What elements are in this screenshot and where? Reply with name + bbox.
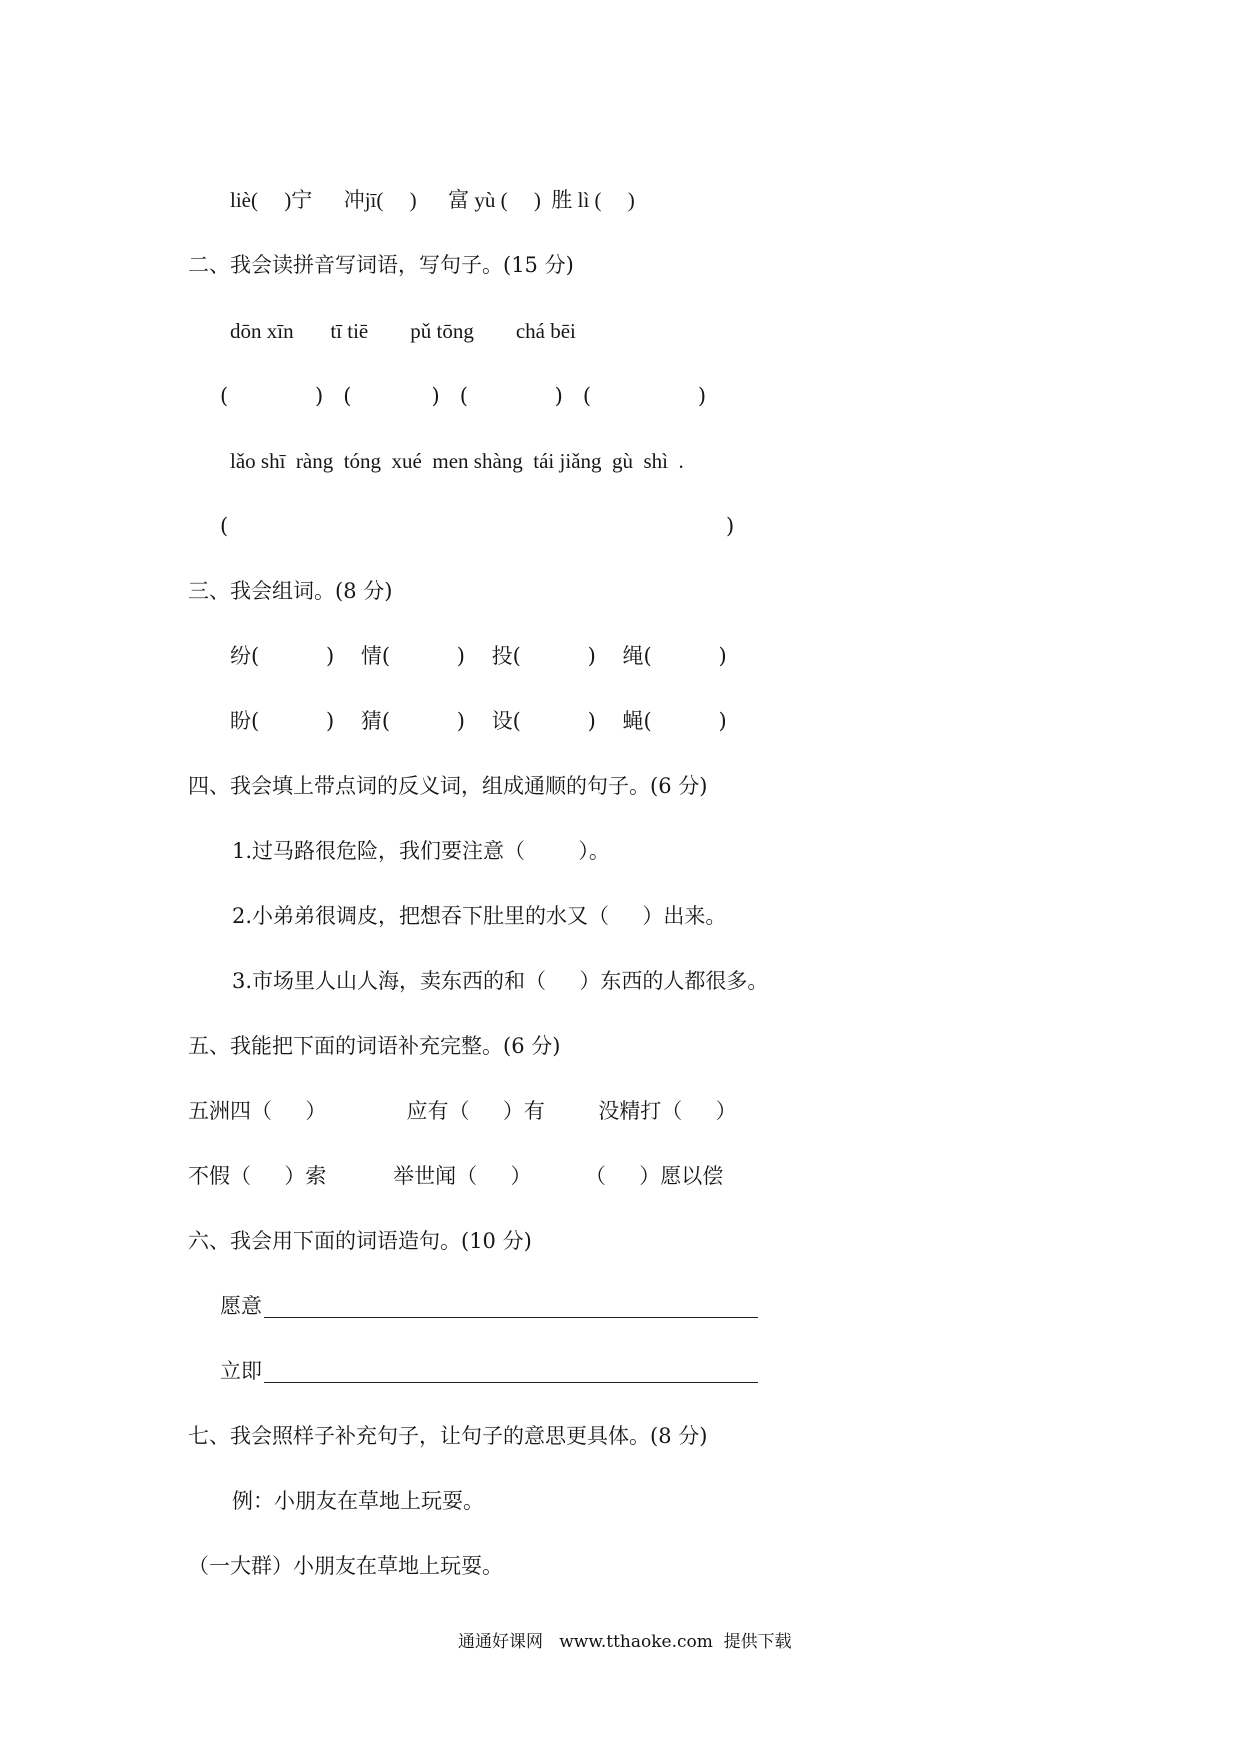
q1-pinyin-row: liè( )宁 冲jī( ) 富 yù ( ) 胜 lì ( ) [230, 188, 635, 212]
q6-answer-line-2 [264, 1382, 758, 1383]
section-3-heading: 三、我会组词。(8 分) [188, 579, 393, 603]
page-footer: 通通好课网 www.tthaoke.com 提供下载 [458, 1632, 792, 1652]
q5-row-2: 不假（ ）索 举世闻（ ） （ ）愿以偿 [188, 1164, 724, 1188]
section-6-heading: 六、我会用下面的词语造句。(10 分) [188, 1229, 532, 1253]
q5-row-1: 五洲四（ ） 应有（ ）有 没精打（ ） [188, 1099, 737, 1123]
q3-row-2: 盼( ) 猜( ) 设( ) 蝇( ) [230, 709, 727, 733]
q6-word-2: 立即 [220, 1359, 262, 1383]
q3-row-1: 纷( ) 情( ) 投( ) 绳( ) [230, 644, 727, 668]
q7-example: 例：小朋友在草地上玩耍。 [232, 1489, 484, 1513]
section-4-heading: 四、我会填上带点词的反义词，组成通顺的句子。(6 分) [188, 774, 708, 798]
section-2-heading: 二、我会读拼音写词语，写句子。(15 分) [188, 253, 574, 277]
q4-item-2: 2.小弟弟很调皮，把想吞下肚里的水又（ ）出来。 [232, 904, 727, 928]
q7-example-expanded: （一大群）小朋友在草地上玩耍。 [188, 1554, 503, 1578]
q4-item-1: 1.过马路很危险，我们要注意（ ）。 [232, 839, 610, 863]
q4-item-3: 3.市场里人山人海，卖东西的和（ ）东西的人都很多。 [232, 969, 769, 993]
q2-sentence-bracket-open: ( [220, 514, 229, 538]
q2-pinyin-sentence: lǎo shī ràng tóng xué men shàng tái jiǎng gù shì . [230, 449, 684, 473]
q2-sentence-bracket-close: ) [726, 514, 735, 538]
q6-word-1: 愿意 [220, 1294, 262, 1318]
q2-pinyin-words: dōn xīn tī tiē pǔ tōng chá bēi [230, 319, 576, 343]
section-7-heading: 七、我会照样子补充句子，让句子的意思更具体。(8 分) [188, 1424, 708, 1448]
q6-answer-line-1 [264, 1317, 758, 1318]
section-5-heading: 五、我能把下面的词语补充完整。(6 分) [188, 1034, 561, 1058]
q2-answer-brackets: ( ) ( ) ( ) ( ) [220, 384, 707, 408]
